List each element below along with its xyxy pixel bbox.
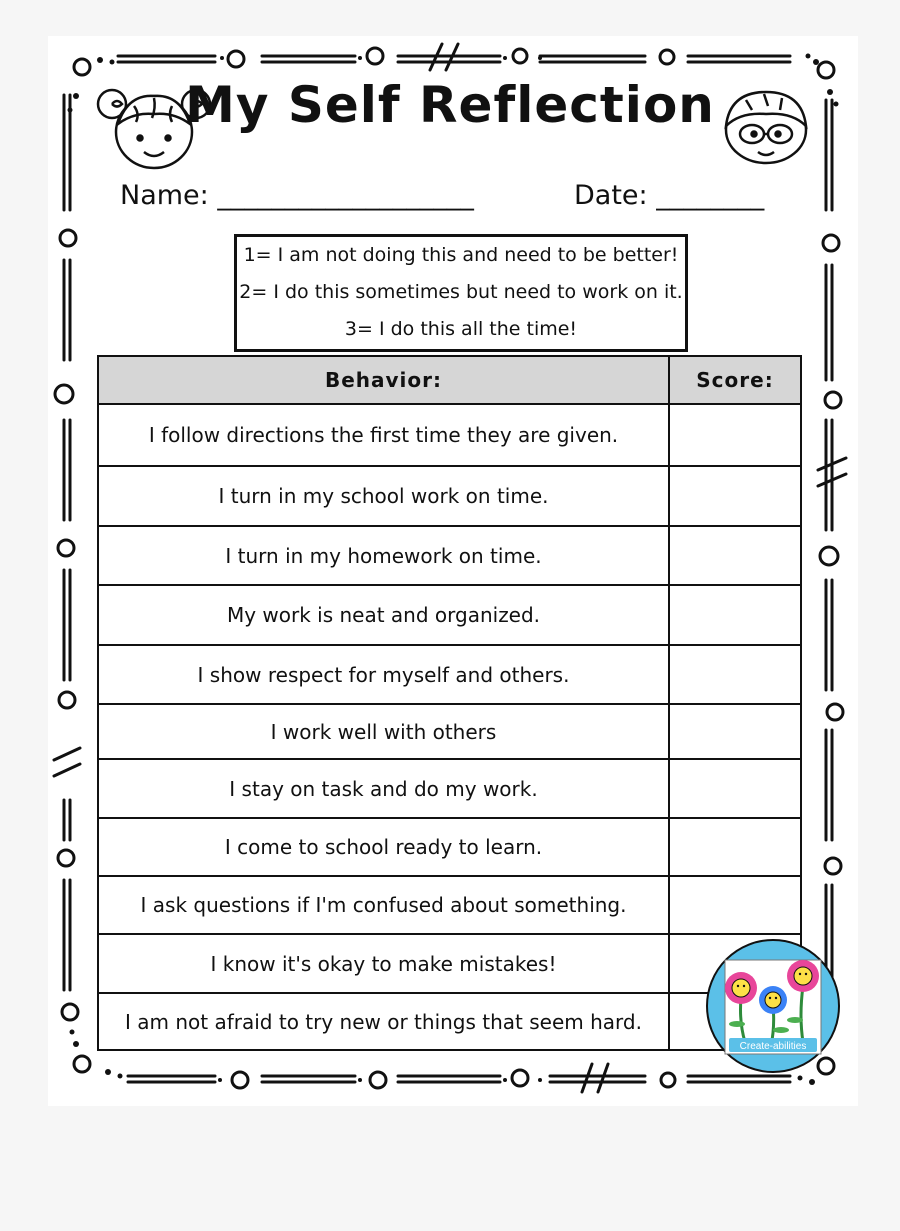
table-row <box>98 466 801 526</box>
name-label: Name: <box>120 180 209 211</box>
table-row <box>98 704 801 759</box>
logo-text: Create-abilities <box>739 1041 807 1052</box>
behavior-cell: I am not afraid to try new or things that seem hard. <box>98 993 669 1050</box>
score-cell[interactable] <box>669 526 801 585</box>
behavior-cell: My work is neat and organized. <box>98 585 669 645</box>
table-row <box>98 645 801 704</box>
table-row <box>98 759 801 818</box>
behavior-cell: I show respect for myself and others. <box>98 645 669 704</box>
behavior-header: Behavior: <box>98 356 669 404</box>
table-row <box>98 585 801 645</box>
score-header: Score: <box>669 356 801 404</box>
score-key-1: 1= I am not doing this and need to be better! <box>243 244 679 266</box>
behavior-cell: I follow directions the first time they are given. <box>98 404 669 466</box>
score-key-3: 3= I do this all the time! <box>344 318 578 340</box>
date-label: Date: <box>574 180 648 211</box>
behavior-cell: I ask questions if I'm confused about something. <box>98 876 669 934</box>
score-cell[interactable] <box>669 876 801 934</box>
score-cell[interactable] <box>669 585 801 645</box>
table-row <box>98 526 801 585</box>
score-cell[interactable] <box>669 818 801 876</box>
score-key-2: 2= I do this sometimes but need to work on it. <box>239 281 683 303</box>
date-field[interactable] <box>574 180 764 211</box>
date-blank: ________ <box>656 180 765 211</box>
table-row <box>98 876 801 934</box>
behavior-cell: I stay on task and do my work. <box>98 759 669 818</box>
score-cell[interactable] <box>669 645 801 704</box>
score-cell[interactable] <box>669 404 801 466</box>
table-row <box>98 934 801 993</box>
behavior-cell: I know it's okay to make mistakes! <box>98 934 669 993</box>
score-key-box <box>234 234 688 352</box>
table-row <box>98 404 801 466</box>
behavior-cell: I turn in my school work on time. <box>98 466 669 526</box>
name-field[interactable] <box>120 180 474 211</box>
name-blank: ___________________ <box>217 180 474 211</box>
behavior-cell: I turn in my homework on time. <box>98 526 669 585</box>
behavior-cell: I work well with others <box>98 704 669 759</box>
score-cell[interactable] <box>669 466 801 526</box>
score-cell[interactable] <box>669 704 801 759</box>
behavior-cell: I come to school ready to learn. <box>98 818 669 876</box>
score-cell[interactable] <box>669 759 801 818</box>
table-row <box>98 993 801 1050</box>
table-header-row <box>98 356 801 404</box>
create-abilities-logo <box>703 936 843 1076</box>
table-row <box>98 818 801 876</box>
page-title: My Self Reflection <box>185 76 715 134</box>
behavior-table <box>97 355 802 1051</box>
